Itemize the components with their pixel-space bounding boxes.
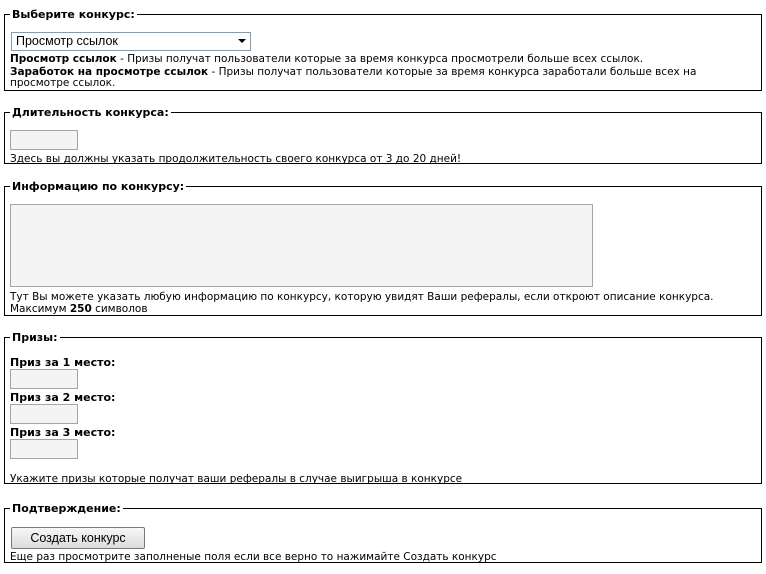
- contest-select-legend: Выберите конкурс:: [12, 8, 135, 21]
- prize-2-input[interactable]: [10, 404, 78, 424]
- confirm-hint: Еще раз просмотрите заполненые поля если все верно то нажимайте Создать конкурс: [10, 551, 497, 563]
- duration-hint: Здесь вы должны указать продолжительность своего конкурса от 3 до 20 дней!: [10, 153, 462, 165]
- prizes-legend: Призы:: [12, 331, 58, 344]
- contest-type-select[interactable]: [11, 32, 251, 51]
- create-contest-button[interactable]: Создать конкурс: [11, 527, 145, 549]
- chevron-down-icon: [238, 39, 246, 43]
- info-legend: Информацию по конкурсу:: [12, 180, 185, 193]
- contest-desc-2-text: - Призы получат пользователи которые за время конкурса заработали больше всех на просмотре ссылок.: [10, 66, 697, 89]
- prizes-hint: Укажите призы которые получат ваши рефералы в случае выигрыша в конкурсе: [10, 473, 463, 485]
- contest-desc-1-text: - Призы получат пользователи которые за время конкурса просмотрели больше всех ссылок.: [116, 53, 644, 65]
- info-max-suffix: символов: [91, 303, 148, 315]
- prize-3-input[interactable]: [10, 439, 78, 459]
- prize-1-label: Приз за 1 место:: [10, 356, 116, 369]
- info-max-value: 250: [69, 303, 92, 315]
- contest-select-section: [4, 8, 762, 91]
- duration-legend: Длительность конкурса:: [12, 106, 169, 119]
- prize-1-input[interactable]: [10, 369, 78, 389]
- contest-desc-1: [10, 54, 755, 65]
- info-section: [4, 180, 762, 316]
- info-max-prefix: Максимум: [10, 303, 70, 315]
- confirm-section: [4, 502, 762, 563]
- prize-2-label: Приз за 2 место:: [10, 391, 116, 404]
- duration-section: [4, 106, 762, 164]
- confirm-legend: Подтверждение:: [12, 502, 121, 515]
- prize-3-label: Приз за 3 место:: [10, 426, 116, 439]
- info-max-chars: [10, 304, 755, 315]
- contest-desc-1-title: Просмотр ссылок: [10, 53, 117, 65]
- info-textarea[interactable]: [10, 204, 593, 287]
- info-hint: Тут Вы можете указать любую информацию по конкурсу, которую увидят Ваши рефералы, если откроют описание конкурса.: [10, 291, 714, 303]
- prizes-section: [4, 331, 762, 484]
- contest-desc-2: [10, 67, 755, 89]
- duration-input[interactable]: [10, 130, 78, 150]
- contest-desc-2-title: Заработок на просмотре ссылок: [10, 66, 209, 78]
- contest-type-selected: Просмотр ссылок: [16, 34, 118, 48]
